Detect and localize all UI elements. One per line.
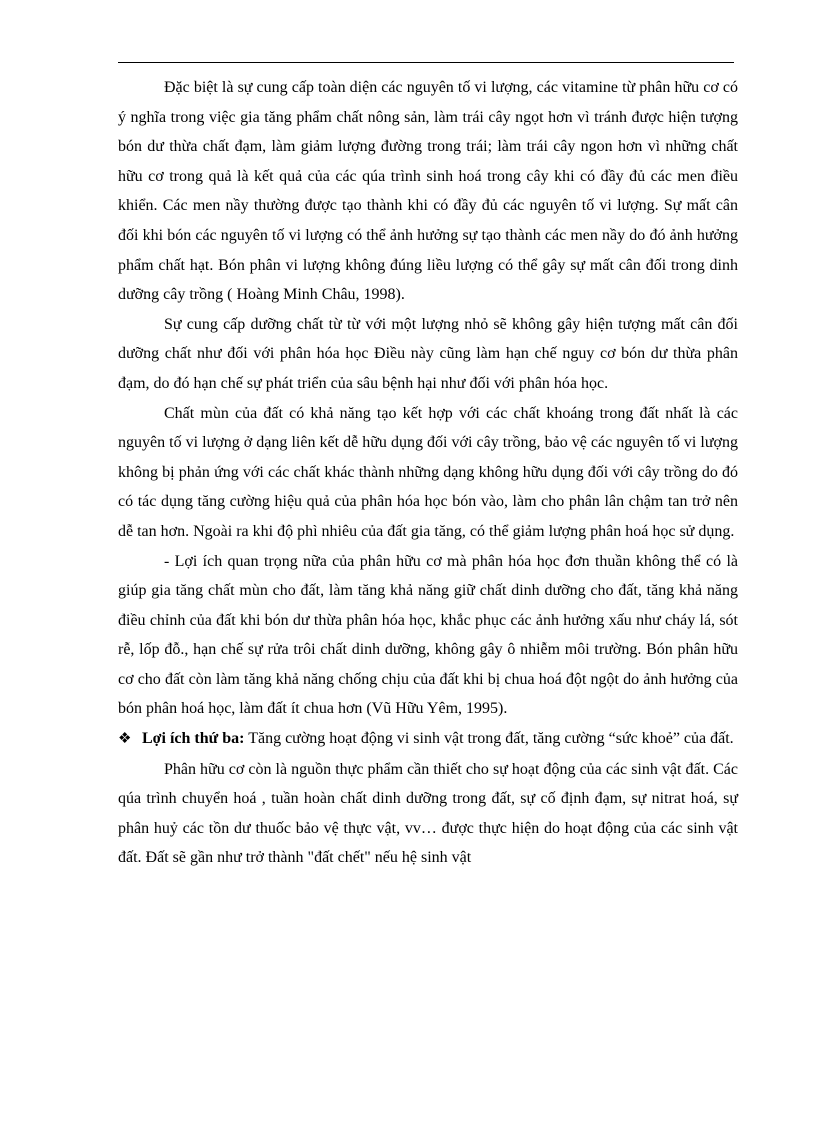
bullet-heading: Lợi ích thứ ba:	[142, 730, 245, 748]
document-body	[118, 73, 738, 873]
paragraph-humus: Chất mùn của đất có khả năng tạo kết hợp với các chất khoáng trong đất nhất là các nguyên tố vi lượng ở dạng liên kết dễ hữu dụng đối với cây trồng, bảo vệ các nguyên tố vi lượng không bị phản ứng với các chất khác thành những dạng không hữu dụng đối với cây trồng do đó có tác dụng tăng cường hiệu quả của phân hóa học bón vào, làm cho phân lân chậm tan trở nên dễ tan hơn. Ngoài ra khi độ phì nhiêu của đất gia tăng, có thể giảm lượng phân hoá học sử dụng.	[118, 404, 738, 540]
paragraph-benefits: - Lợi ích quan trọng nữa của phân hữu cơ mà phân hóa học đơn thuần không thể có là giúp gia tăng chất mùn cho đất, làm tăng khả năng giữ chất dinh dưỡng cho đất, tăng khả năng điều chỉnh của đất khi bón dư thừa phân hóa học, khắc phục các ảnh hưởng xấu như cháy lá, sót rễ, lốp đỗ., hạn chế sự rửa trôi chất dinh dưỡng, không gây ô nhiễm môi trường. Bón phân hữu cơ cho đất còn làm tăng khả năng chống chịu của đất khi bị chua hoá đột ngột do ảnh hưởng của bón phân hoá học, làm đất ít chua hơn (Vũ Hữu Yêm, 1995).	[118, 552, 738, 718]
paragraph-micronutrients: Đặc biệt là sự cung cấp toàn diện các nguyên tố vi lượng, các vitamine từ phân hữu cơ có ý nghĩa trong việc gia tăng phẩm chất nông sản, làm trái cây ngọt hơn vì tránh được hiện tượng bón dư thừa chất đạm, làm giảm lượng đường trong trái; làm trái cây ngon hơn vì những chất hữu cơ trong quả là kết quả của các qúa trình sinh hoá trong cây khi có đầy đủ các men điều khiển. Các men nầy thường được tạo thành khi có đầy đủ các nguyên tố vi lượng. Sự mất cân đối khi bón các nguyên tố vi lượng có thể ảnh hưởng sự tạo thành các men nầy do đó ảnh hưởng phẩm chất hạt. Bón phân vi lượng không đúng liều lượng có thể gây sự mất cân đối trong dinh dưỡng cây trồng ( Hoàng Minh Châu, 1998).	[118, 79, 738, 304]
diamond-bullet-icon: ❖	[118, 731, 132, 748]
paragraph-soil-organisms: Phân hữu cơ còn là nguồn thực phẩm cần thiết cho sự hoạt động của các sinh vật đất. Các qúa trình chuyển hoá , tuần hoàn chất dinh dưỡng trong đất, sự cố định đạm, sự nitrat hoá, sự phân huỷ các tồn dư thuốc bảo vệ thực vật, vv… được thực hiện do hoạt động của các sinh vật đất. Đất sẽ gần như trở thành "đất chết" nếu hệ sinh vật	[118, 760, 738, 867]
header-rule	[118, 62, 734, 63]
bullet-benefit-three	[118, 724, 738, 755]
paragraph-slow-release: Sự cung cấp dưỡng chất từ từ với một lượng nhỏ sẽ không gây hiện tượng mất cân đối dưỡng chất như đối với phân hóa học Điều này cũng làm hạn chế nguy cơ bón dư thừa phân đạm, do đó hạn chế sự phát triển của sâu bệnh hại như đối với phân hóa học.	[118, 315, 738, 392]
bullet-text: Tăng cường hoạt động vi sinh vật trong đất, tăng cường “sức khoẻ” của đất.	[244, 730, 734, 748]
